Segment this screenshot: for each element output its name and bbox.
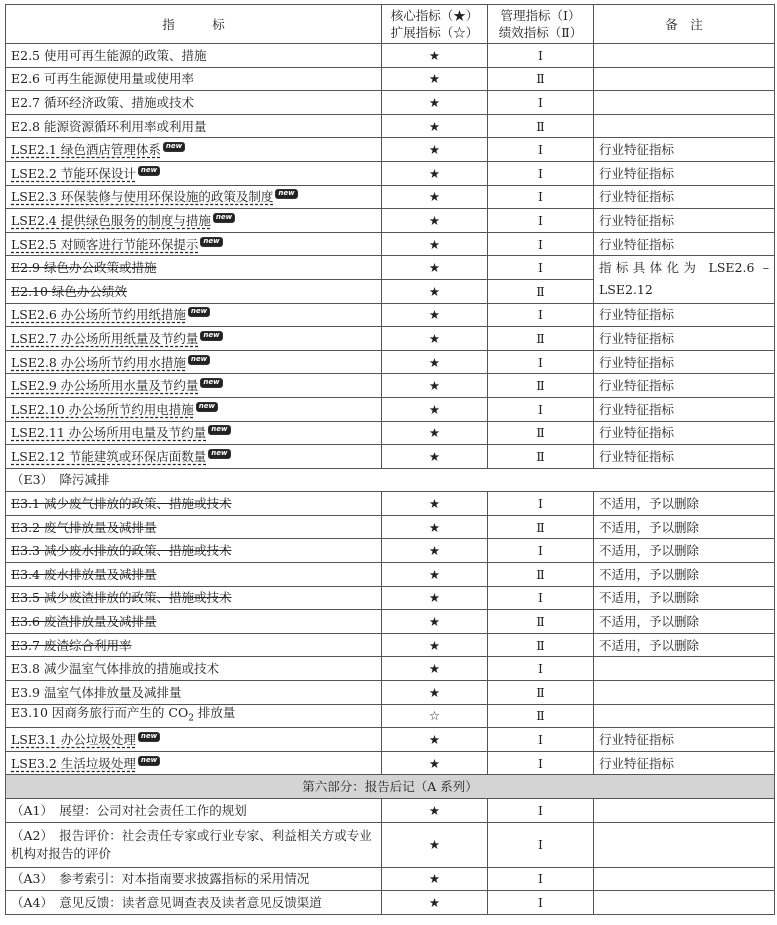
table-row bbox=[6, 751, 775, 775]
header-management-performance bbox=[488, 5, 594, 44]
indicator-name: E3.10 因商务旅行而产生的 CO bbox=[11, 705, 189, 721]
table-row bbox=[6, 114, 775, 138]
table-row bbox=[6, 421, 775, 445]
core-mark: ★ bbox=[382, 397, 488, 421]
note-cell bbox=[594, 114, 775, 138]
note-cell: 不适用，予以删除 bbox=[594, 610, 775, 634]
new-badge-icon: new bbox=[275, 189, 297, 199]
indicator-type: Ⅱ bbox=[488, 704, 594, 728]
core-mark: ★ bbox=[382, 327, 488, 351]
indicator-name-suffix: 排放量 bbox=[193, 705, 236, 721]
note-cell: 不适用，予以删除 bbox=[594, 515, 775, 539]
table-row bbox=[6, 704, 775, 728]
indicator-type: Ⅰ bbox=[488, 867, 594, 891]
indicator-cell bbox=[6, 114, 382, 138]
core-mark: ★ bbox=[382, 728, 488, 752]
table-row bbox=[6, 867, 775, 891]
table-row bbox=[6, 822, 775, 867]
note-cell: 行业特征指标 bbox=[594, 185, 775, 209]
indicator-cell bbox=[6, 67, 382, 91]
core-mark: ★ bbox=[382, 610, 488, 634]
indicator-type: Ⅰ bbox=[488, 539, 594, 563]
indicator-cell bbox=[6, 563, 382, 587]
section-heading: 第六部分：报告后记（A 系列） bbox=[6, 775, 775, 799]
note-cell: 行业特征指标 bbox=[594, 138, 775, 162]
indicator-cell bbox=[6, 138, 382, 162]
core-mark: ★ bbox=[382, 185, 488, 209]
indicator-type: Ⅱ bbox=[488, 421, 594, 445]
indicator-type: Ⅰ bbox=[488, 586, 594, 610]
note-cell bbox=[594, 67, 775, 91]
indicator-type: Ⅱ bbox=[488, 563, 594, 587]
indicator-name: LSE3.1 办公垃圾处理 bbox=[11, 732, 136, 748]
table-row bbox=[6, 350, 775, 374]
indicator-name: E3.4 废水排放量及减排量 bbox=[11, 566, 157, 582]
indicator-name: LSE2.7 办公场所用纸量及节约量 bbox=[11, 330, 199, 346]
indicator-cell bbox=[6, 515, 382, 539]
indicator-name: LSE2.4 提供绿色服务的制度与措施 bbox=[11, 212, 211, 228]
section-row bbox=[6, 775, 775, 799]
table-row bbox=[6, 327, 775, 351]
header-note: 备 注 bbox=[594, 5, 775, 44]
indicator-name: E2.7 循环经济政策、措施或技术 bbox=[11, 94, 194, 110]
indicator-type: Ⅰ bbox=[488, 303, 594, 327]
note-cell: 行业特征指标 bbox=[594, 350, 775, 374]
table-row bbox=[6, 539, 775, 563]
new-badge-icon: new bbox=[163, 142, 185, 152]
indicator-type: Ⅱ bbox=[488, 445, 594, 469]
note-cell bbox=[594, 681, 775, 705]
new-badge-icon: new bbox=[188, 355, 210, 365]
note-cell bbox=[594, 891, 775, 915]
subsection-row bbox=[6, 468, 775, 492]
core-mark: ★ bbox=[382, 633, 488, 657]
indicator-name: E2.5 使用可再生能源的政策、措施 bbox=[11, 47, 207, 63]
table-row bbox=[6, 303, 775, 327]
indicator-cell bbox=[6, 161, 382, 185]
core-mark: ★ bbox=[382, 232, 488, 256]
indicator-type: Ⅰ bbox=[488, 161, 594, 185]
indicator-name: LSE2.3 环保装修与使用环保设施的政策及制度 bbox=[11, 189, 274, 205]
indicator-type: Ⅰ bbox=[488, 397, 594, 421]
indicator-cell bbox=[6, 492, 382, 516]
core-mark: ★ bbox=[382, 891, 488, 915]
indicator-name: LSE2.10 办公场所节约用电措施 bbox=[11, 401, 194, 417]
core-mark: ★ bbox=[382, 161, 488, 185]
indicator-cell bbox=[6, 704, 382, 728]
table-row bbox=[6, 209, 775, 233]
indicator-cell bbox=[6, 728, 382, 752]
subsection-heading: （E3） 降污减排 bbox=[6, 468, 775, 492]
indicator-name: E3.8 减少温室气体排放的措施或技术 bbox=[11, 661, 219, 677]
table-row bbox=[6, 799, 775, 823]
indicator-cell bbox=[6, 185, 382, 209]
core-mark: ★ bbox=[382, 751, 488, 775]
table-row bbox=[6, 891, 775, 915]
core-mark: ★ bbox=[382, 303, 488, 327]
core-mark: ★ bbox=[382, 867, 488, 891]
core-mark: ★ bbox=[382, 256, 488, 280]
indicator-type: Ⅰ bbox=[488, 799, 594, 823]
indicator-cell bbox=[6, 327, 382, 351]
core-mark: ★ bbox=[382, 44, 488, 68]
note-cell: 行业特征指标 bbox=[594, 397, 775, 421]
table-row bbox=[6, 91, 775, 115]
core-mark: ★ bbox=[382, 138, 488, 162]
core-mark: ★ bbox=[382, 799, 488, 823]
core-mark: ★ bbox=[382, 67, 488, 91]
core-mark: ★ bbox=[382, 492, 488, 516]
indicator-type: Ⅰ bbox=[488, 657, 594, 681]
note-cell: 不适用，予以删除 bbox=[594, 539, 775, 563]
core-mark: ★ bbox=[382, 279, 488, 303]
table-row bbox=[6, 492, 775, 516]
indicator-cell bbox=[6, 232, 382, 256]
table-row bbox=[6, 681, 775, 705]
core-mark: ★ bbox=[382, 91, 488, 115]
note-cell bbox=[594, 822, 775, 867]
new-badge-icon: new bbox=[188, 307, 210, 317]
indicator-name: LSE2.6 办公场所节约用纸措施 bbox=[11, 307, 186, 323]
indicator-name: E2.6 可再生能源使用量或使用率 bbox=[11, 71, 194, 87]
indicator-cell bbox=[6, 586, 382, 610]
indicator-type: Ⅱ bbox=[488, 515, 594, 539]
indicator-type: Ⅱ bbox=[488, 633, 594, 657]
note-cell bbox=[594, 867, 775, 891]
note-cell bbox=[594, 91, 775, 115]
note-cell bbox=[594, 657, 775, 681]
indicator-type: Ⅱ bbox=[488, 681, 594, 705]
indicator-type: Ⅰ bbox=[488, 891, 594, 915]
header-row bbox=[6, 5, 775, 44]
core-mark: ★ bbox=[382, 421, 488, 445]
indicator-cell bbox=[6, 44, 382, 68]
table-row bbox=[6, 515, 775, 539]
core-mark: ★ bbox=[382, 586, 488, 610]
indicator-type: Ⅱ bbox=[488, 610, 594, 634]
indicator-cell bbox=[6, 256, 382, 280]
note-cell: 不适用，予以删除 bbox=[594, 633, 775, 657]
indicator-cell bbox=[6, 279, 382, 303]
table-row bbox=[6, 232, 775, 256]
note-cell: 行业特征指标 bbox=[594, 161, 775, 185]
indicator-type: Ⅰ bbox=[488, 91, 594, 115]
table-row bbox=[6, 657, 775, 681]
new-badge-icon: new bbox=[208, 425, 230, 435]
header-core-extended bbox=[382, 5, 488, 44]
indicator-cell bbox=[6, 822, 382, 867]
indicator-cell bbox=[6, 350, 382, 374]
indicator-type: Ⅰ bbox=[488, 822, 594, 867]
note-cell: 行业特征指标 bbox=[594, 232, 775, 256]
indicator-type: Ⅰ bbox=[488, 751, 594, 775]
core-mark: ★ bbox=[382, 657, 488, 681]
note-cell bbox=[594, 799, 775, 823]
indicator-name: （A4） 意见反馈：读者意见调查表及读者意见反馈渠道 bbox=[11, 894, 322, 910]
indicator-type: Ⅱ bbox=[488, 114, 594, 138]
indicator-name: LSE2.12 节能建筑或环保店面数量 bbox=[11, 448, 207, 464]
note-cell: 行业特征指标 bbox=[594, 445, 775, 469]
indicator-type: Ⅱ bbox=[488, 279, 594, 303]
indicator-name: E3.9 温室气体排放量及减排量 bbox=[11, 684, 182, 700]
indicator-cell bbox=[6, 209, 382, 233]
note-cell: 不适用，予以删除 bbox=[594, 586, 775, 610]
core-mark: ★ bbox=[382, 539, 488, 563]
note-cell bbox=[594, 44, 775, 68]
note-cell: 行业特征指标 bbox=[594, 374, 775, 398]
table-row bbox=[6, 374, 775, 398]
core-mark: ★ bbox=[382, 822, 488, 867]
header-management: 管理指标（Ⅰ） bbox=[500, 8, 581, 23]
indicator-name: LSE2.8 办公场所节约用水措施 bbox=[11, 354, 186, 370]
core-mark: ★ bbox=[382, 681, 488, 705]
header-core: 核心指标（★） bbox=[390, 8, 479, 23]
indicator-name: E3.1 减少废气排放的政策、措施或技术 bbox=[11, 496, 232, 512]
new-badge-icon: new bbox=[213, 213, 235, 223]
indicator-name: LSE2.2 节能环保设计 bbox=[11, 165, 136, 181]
indicator-cell bbox=[6, 610, 382, 634]
note-cell-merged: 指标具体化为 LSE2.6 – LSE2.12 bbox=[594, 256, 775, 303]
note-cell: 不适用，予以删除 bbox=[594, 492, 775, 516]
header-indicator: 指 标 bbox=[6, 5, 382, 44]
table-row bbox=[6, 610, 775, 634]
core-mark: ★ bbox=[382, 445, 488, 469]
indicator-name: LSE2.9 办公场所用水量及节约量 bbox=[11, 378, 199, 394]
new-badge-icon: new bbox=[138, 756, 160, 766]
indicator-name: E3.6 废渣排放量及减排量 bbox=[11, 614, 157, 630]
indicator-name: （A1） 展望：公司对社会责任工作的规划 bbox=[11, 802, 247, 818]
table-row bbox=[6, 161, 775, 185]
core-mark: ★ bbox=[382, 374, 488, 398]
indicator-name: （A2） 报告评价：社会责任专家或行业专家、利益相关方或专业机构对报告的评价 bbox=[11, 827, 372, 861]
subscript: 2 bbox=[188, 713, 194, 724]
indicator-name: LSE2.11 办公场所用电量及节约量 bbox=[11, 425, 207, 441]
indicator-name: （A3） 参考索引：对本指南要求披露指标的采用情况 bbox=[11, 871, 310, 887]
table-row bbox=[6, 256, 775, 280]
table-row bbox=[6, 633, 775, 657]
indicator-name: E3.2 废气排放量及减排量 bbox=[11, 519, 157, 535]
indicator-type: Ⅱ bbox=[488, 374, 594, 398]
indicator-cell bbox=[6, 633, 382, 657]
note-cell: 行业特征指标 bbox=[594, 751, 775, 775]
indicator-cell bbox=[6, 374, 382, 398]
indicator-cell bbox=[6, 657, 382, 681]
indicator-cell bbox=[6, 303, 382, 327]
indicator-type: Ⅰ bbox=[488, 492, 594, 516]
table-row bbox=[6, 44, 775, 68]
table-row bbox=[6, 586, 775, 610]
note-cell: 不适用，予以删除 bbox=[594, 563, 775, 587]
indicator-cell bbox=[6, 539, 382, 563]
indicator-type: Ⅰ bbox=[488, 232, 594, 256]
table-row bbox=[6, 445, 775, 469]
indicator-cell bbox=[6, 799, 382, 823]
new-badge-icon: new bbox=[196, 402, 218, 412]
indicator-type: Ⅰ bbox=[488, 256, 594, 280]
header-extended: 扩展指标（☆） bbox=[390, 25, 479, 40]
indicator-cell bbox=[6, 891, 382, 915]
table-row bbox=[6, 67, 775, 91]
core-mark: ★ bbox=[382, 563, 488, 587]
header-performance: 绩效指标（Ⅱ） bbox=[498, 25, 583, 40]
core-mark: ★ bbox=[382, 515, 488, 539]
table-row bbox=[6, 563, 775, 587]
note-cell: 行业特征指标 bbox=[594, 421, 775, 445]
indicator-cell bbox=[6, 421, 382, 445]
note-cell bbox=[594, 704, 775, 728]
new-badge-icon: new bbox=[138, 732, 160, 742]
indicator-name: E2.8 能源资源循环利用率或利用量 bbox=[11, 118, 207, 134]
core-mark: ★ bbox=[382, 350, 488, 374]
indicator-type: Ⅰ bbox=[488, 44, 594, 68]
new-badge-icon: new bbox=[200, 378, 222, 388]
new-badge-icon: new bbox=[138, 166, 160, 176]
indicator-name: LSE2.5 对顾客进行节能环保提示 bbox=[11, 236, 199, 252]
indicator-cell bbox=[6, 445, 382, 469]
indicator-cell bbox=[6, 91, 382, 115]
indicator-name: E2.9 绿色办公政策或措施 bbox=[11, 260, 157, 276]
indicator-name: E2.10 绿色办公绩效 bbox=[11, 283, 127, 299]
indicator-type: Ⅰ bbox=[488, 185, 594, 209]
indicator-type: Ⅰ bbox=[488, 138, 594, 162]
indicator-name: E3.7 废渣综合利用率 bbox=[11, 637, 132, 653]
indicator-cell bbox=[6, 751, 382, 775]
indicator-type: Ⅰ bbox=[488, 209, 594, 233]
new-badge-icon: new bbox=[208, 449, 230, 459]
core-mark: ☆ bbox=[382, 704, 488, 728]
note-cell: 行业特征指标 bbox=[594, 209, 775, 233]
note-cell: 行业特征指标 bbox=[594, 303, 775, 327]
indicator-table bbox=[5, 4, 775, 915]
new-badge-icon: new bbox=[200, 331, 222, 341]
note-cell: 行业特征指标 bbox=[594, 728, 775, 752]
table-row bbox=[6, 138, 775, 162]
indicator-type: Ⅱ bbox=[488, 67, 594, 91]
table-row bbox=[6, 185, 775, 209]
indicator-name: LSE3.2 生活垃圾处理 bbox=[11, 755, 136, 771]
table-row bbox=[6, 728, 775, 752]
indicator-type: Ⅱ bbox=[488, 327, 594, 351]
indicator-type: Ⅰ bbox=[488, 350, 594, 374]
new-badge-icon: new bbox=[200, 237, 222, 247]
indicator-name: E3.3 减少废水排放的政策、措施或技术 bbox=[11, 543, 232, 559]
indicator-name: LSE2.1 绿色酒店管理体系 bbox=[11, 142, 161, 158]
indicator-type: Ⅰ bbox=[488, 728, 594, 752]
indicator-cell bbox=[6, 681, 382, 705]
core-mark: ★ bbox=[382, 209, 488, 233]
note-cell: 行业特征指标 bbox=[594, 327, 775, 351]
indicator-cell bbox=[6, 867, 382, 891]
core-mark: ★ bbox=[382, 114, 488, 138]
indicator-name: E3.5 减少废渣排放的政策、措施或技术 bbox=[11, 590, 232, 606]
table-row bbox=[6, 397, 775, 421]
indicator-cell bbox=[6, 397, 382, 421]
